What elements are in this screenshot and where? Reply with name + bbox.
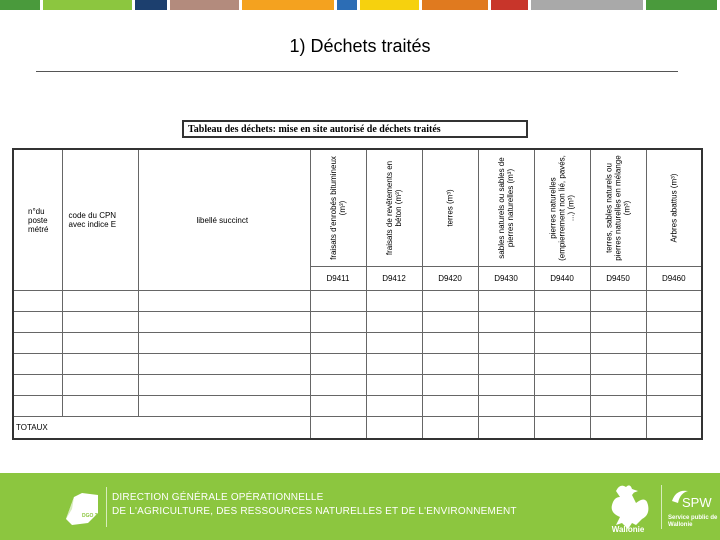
waste-code: D9430 — [478, 267, 534, 291]
table-cell — [138, 396, 310, 417]
table-cell — [590, 333, 646, 354]
table-cell — [13, 312, 62, 333]
footer-banner — [0, 473, 720, 540]
header-waste-col — [534, 149, 590, 267]
strip-segment — [337, 0, 357, 10]
table-cell — [646, 354, 702, 375]
table-cell — [62, 333, 138, 354]
header-waste-col — [310, 149, 366, 267]
waste-col-label: terres (m³) — [445, 189, 455, 227]
waste-col-label: terres, sables naturels ou pierres naturelles en mélange (m³) — [604, 155, 632, 261]
strip-segment — [646, 0, 717, 10]
table-cell — [366, 333, 422, 354]
table-cell — [534, 417, 590, 439]
table-cell — [138, 375, 310, 396]
table-cell — [138, 312, 310, 333]
title-divider — [36, 71, 678, 72]
table-cell — [534, 333, 590, 354]
header-waste-col — [422, 149, 478, 267]
table-caption: Tableau des déchets: mise en site autorisé de déchets traités — [182, 120, 528, 138]
spw-logo-text: SPW — [682, 495, 712, 510]
footer-divider — [661, 485, 662, 529]
wallonie-label: Wallonie — [611, 525, 645, 534]
waste-table — [12, 148, 703, 440]
table-cell — [13, 291, 62, 312]
table-cell — [590, 354, 646, 375]
spw-subtitle: Service public de Wallonie — [668, 515, 718, 528]
top-color-strip — [0, 0, 720, 10]
strip-segment — [242, 0, 333, 10]
table-cell — [366, 417, 422, 439]
waste-code: D9412 — [366, 267, 422, 291]
table-cell — [478, 396, 534, 417]
table-cell — [366, 291, 422, 312]
table-cell — [62, 396, 138, 417]
table-cell — [422, 312, 478, 333]
waste-col-label: sables naturels ou sables de pierres naturelles (m³) — [497, 157, 515, 259]
table-cell — [310, 333, 366, 354]
waste-col-label: Arbres abattus (m³) — [669, 173, 679, 243]
strip-segment — [0, 0, 40, 10]
table-cell — [366, 396, 422, 417]
waste-code: D9460 — [646, 267, 702, 291]
table-cell — [478, 333, 534, 354]
strip-segment — [422, 0, 488, 10]
table-cell — [590, 417, 646, 439]
dgo-logo-icon — [58, 489, 100, 527]
table-cell — [62, 312, 138, 333]
table-cell — [646, 375, 702, 396]
table-cell — [534, 354, 590, 375]
waste-code: D9440 — [534, 267, 590, 291]
table-cell — [366, 312, 422, 333]
table-row — [13, 312, 702, 333]
table-cell — [310, 375, 366, 396]
strip-segment — [531, 0, 642, 10]
table-cell — [646, 396, 702, 417]
table-cell — [13, 354, 62, 375]
table-row — [13, 291, 702, 312]
table-cell — [646, 291, 702, 312]
table-cell — [590, 312, 646, 333]
header-waste-col — [646, 149, 702, 267]
table-row — [13, 396, 702, 417]
table-cell — [590, 291, 646, 312]
table-cell — [422, 375, 478, 396]
table-cell — [422, 354, 478, 375]
table-cell — [478, 417, 534, 439]
table-cell — [478, 291, 534, 312]
table-row — [13, 375, 702, 396]
table-cell — [534, 375, 590, 396]
strip-segment — [360, 0, 420, 10]
waste-col-label: pierres naturelles (empierrement non lié, pavés, ...) (m³) — [548, 155, 576, 261]
waste-code: D9450 — [590, 267, 646, 291]
table-cell — [62, 291, 138, 312]
table-cell — [310, 291, 366, 312]
strip-segment — [43, 0, 132, 10]
header-waste-col — [590, 149, 646, 267]
slide-title: 1) Déchets traités — [289, 36, 431, 56]
header-cpn-code: code du CPN avec indice E — [62, 149, 138, 291]
table-cell — [478, 375, 534, 396]
table-row — [13, 354, 702, 375]
header-waste-col — [366, 149, 422, 267]
table-cell — [422, 291, 478, 312]
table-cell — [13, 333, 62, 354]
table-cell — [478, 312, 534, 333]
spw-logo-icon — [668, 485, 718, 515]
table-cell — [138, 291, 310, 312]
table-cell — [13, 396, 62, 417]
strip-segment — [135, 0, 167, 10]
waste-code: D9411 — [310, 267, 366, 291]
totals-label: TOTAUX — [13, 417, 310, 439]
table-cell — [366, 354, 422, 375]
waste-code: D9420 — [422, 267, 478, 291]
table-cell — [646, 312, 702, 333]
footer-divider — [106, 487, 107, 527]
strip-segment — [170, 0, 240, 10]
table-cell — [62, 375, 138, 396]
table-cell — [422, 417, 478, 439]
table-cell — [366, 375, 422, 396]
table-cell — [590, 375, 646, 396]
header-post-number: n°du poste métré — [13, 149, 62, 291]
table-cell — [590, 396, 646, 417]
totals-row — [13, 417, 702, 439]
strip-segment — [491, 0, 529, 10]
header-short-label: libellé succinct — [138, 149, 310, 291]
table-cell — [422, 396, 478, 417]
table-cell — [138, 354, 310, 375]
footer-department-text — [112, 491, 517, 519]
header-row — [13, 149, 702, 267]
table-cell — [62, 354, 138, 375]
footer-line-1: DIRECTION GÉNÉRALE OPÉRATIONNELLE — [112, 492, 324, 503]
table-cell — [310, 396, 366, 417]
footer-line-2: DE L'AGRICULTURE, DES RESSOURCES NATURELLES ET DE L'ENVIRONNEMENT — [112, 506, 517, 517]
table-cell — [534, 396, 590, 417]
table-cell — [310, 417, 366, 439]
waste-col-label: fraisats d'enrobés bitumineux (m³) — [329, 156, 347, 260]
table-cell — [310, 312, 366, 333]
table-cell — [646, 417, 702, 439]
header-waste-col — [478, 149, 534, 267]
table-cell — [478, 354, 534, 375]
table-cell — [138, 333, 310, 354]
waste-col-label: fraisats de revêtements en béton (m³) — [385, 160, 403, 256]
table-cell — [422, 333, 478, 354]
dgo-logo-label: DGO 3 — [82, 513, 98, 519]
table-cell — [310, 354, 366, 375]
table-cell — [534, 291, 590, 312]
table-cell — [646, 333, 702, 354]
table-cell — [13, 375, 62, 396]
table-row — [13, 333, 702, 354]
table-cell — [534, 312, 590, 333]
